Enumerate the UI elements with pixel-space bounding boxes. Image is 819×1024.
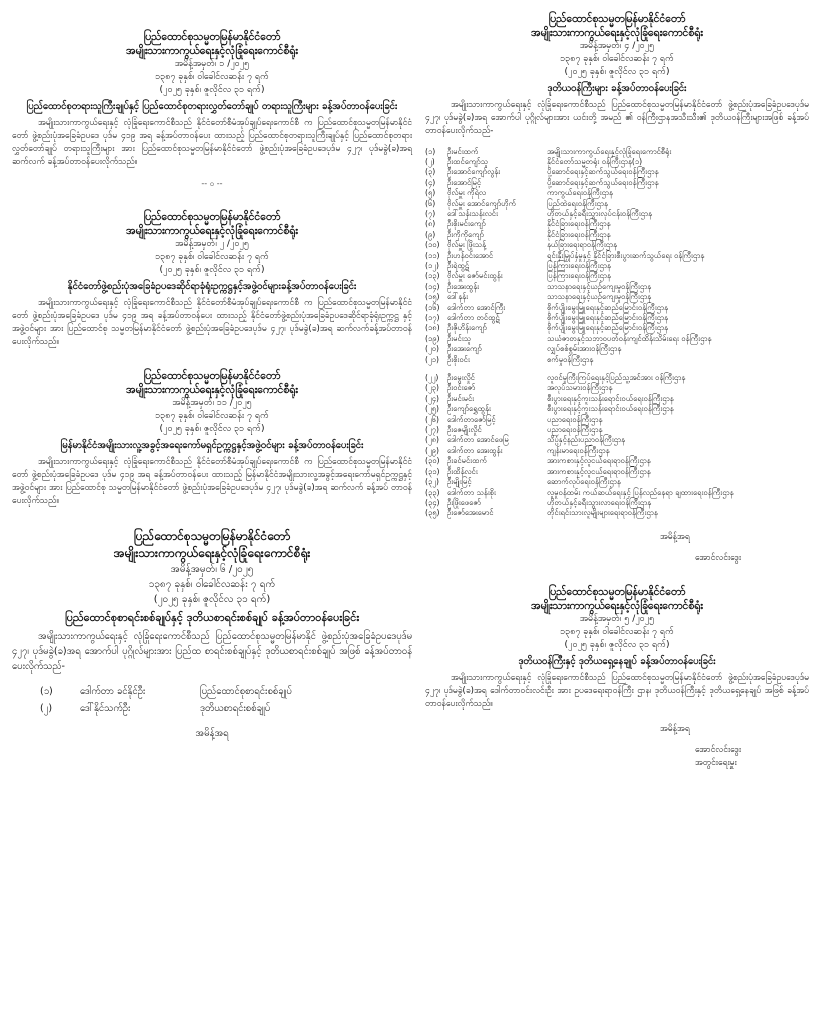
- item-number: (၁၄): [425, 281, 440, 291]
- appointee-position: ပြည်ထောင်စုစာရင်းစစ်ချုပ်: [200, 686, 292, 697]
- item-number: (၈): [425, 219, 436, 229]
- order-4-notice: [425, 12, 809, 565]
- appointee-name: ဗိုလ်မှူး ဖြိုးသန့်: [447, 240, 486, 250]
- item-number: (၃၅): [425, 508, 440, 518]
- appointee-name: ဦးကိုကိုကျော်: [447, 229, 484, 239]
- order-number: အမိန့်အမှတ်၊ ၄ /၂၀၂၅: [579, 41, 655, 51]
- appointee-list: [425, 147, 809, 519]
- header-office: အမျိုးသားကာကွယ်ရေးနှင့်လုံခြုံရေးကောင်စီရုံး: [126, 224, 298, 237]
- order-subject: ပြည်ထောင်စုစာရင်းစစ်ချုပ်နှင့် ဒုတိယစာရင်းစစ်ချုပ် ခန့်အပ်တာဝန်ပေးခြင်း: [64, 610, 360, 624]
- order-date-myanmar: ၁၃၈၇ ခုနှစ်၊ ဝါခေါင်လဆန်း ၇ ရက်: [155, 72, 269, 82]
- appointee-name: ဒေါ်သန်းသန်းလင်း: [447, 208, 498, 218]
- signature-by-order: အမိန့်အရ: [660, 723, 690, 734]
- item-number: (၂၈): [425, 435, 439, 445]
- list-item: [425, 373, 809, 383]
- appointee-position: အားကစားနှင့်လူငယ်ရေးရာဝန်ကြီးဌာန: [547, 466, 651, 476]
- list-item: [425, 147, 809, 157]
- item-number: (၂၀): [425, 344, 439, 354]
- left-column: [12, 30, 412, 761]
- order-body: အမျိုးသားကာကွယ်ရေးနှင့် လုံခြုံရေးကောင်စီသည် ပြည်ထောင်စုသမ္မတမြန်မာနိုင်ငံတော် ဖွဲ့စည်းပုံအခြေခံဥပဒေပုဒ်မ ၄၂၇၊ ပုဒ်မခွဲ(ခ)အရ ဒေါက်တာဝင်းလင်းဦး အား ဥပဒေရေးရာဝန်ကြီး ဌာန၊ ဒုတိယဝန်ကြီးနှင့် ဒုတိယရှေ့နေချုပ် အဖြစ် ခန့်အပ်တာဝန်ပေးလိုက်သည်။: [425, 672, 809, 709]
- list-item: [425, 435, 809, 445]
- appointee-name: ဒေါက်တာ တင်ထွဋ်: [447, 313, 500, 322]
- appointee-name: ဦးဟန်ဝင်းအောင်: [447, 250, 494, 260]
- appointee-name: ဦးထိန်လင်း: [447, 466, 478, 476]
- list-item: [425, 344, 809, 354]
- appointee-name: ဦးမျိုးမြင့်: [447, 477, 472, 487]
- appointee-position: လူဝင်မှုကြီးကြပ်ရေးနှင့်ပြည်သူ့အင်အား ဝန်ကြီးဌာန: [547, 373, 686, 383]
- appointee-name: ဦးဇေမျိုးလှိုင်: [447, 425, 482, 435]
- list-gap: [425, 365, 809, 373]
- item-number: (၂၁): [425, 354, 439, 364]
- order-subject: ပြည်ထောင်စုတရားသူကြီးချုပ်နှင့် ပြည်ထောင်စုတရားလွှတ်တော်ချုပ် တရားသူကြီးများ ခန့်အပ်တာဝန်ပေးခြင်း: [26, 101, 398, 112]
- right-column: [425, 12, 809, 790]
- header-country: ပြည်ထောင်စုသမ္မတမြန်မာနိုင်ငံတော်: [143, 210, 281, 223]
- appointee-position: ပညာရေးဝန်ကြီးဌာန: [547, 425, 603, 435]
- order-body: အမျိုးသားကာကွယ်ရေးနှင့် လုံခြုံရေးကောင်စီသည် ပြည်ထောင်စုသမ္မတမြန်မာနိုင်ငံတော် ဖွဲ့စည်းပုံအခြေခံဥပဒေပုဒ်မ ၄၂၇၊ ပုဒ်မခွဲ(ခ)အရ အောက်ပါ ပုဂ္ဂိုလ်များအား ယင်းတို့ အမည် ၏ ဝန်ကြီးဌာနအသီးသီး၏ ဒုတိယဝန်ကြီးများအဖြစ် ခန့်အပ်တာဝန်ပေးလိုက်သည်-: [425, 100, 809, 136]
- list-item: [425, 383, 809, 393]
- appointee-position: သယံဇာတနှင့်သဘာဝပတ်ဝန်းကျင်ထိန်းသိမ်းရေး ဝန်ကြီးဌာန: [547, 333, 712, 343]
- order-5-notice: [425, 585, 809, 770]
- appointee-position: လူမှုဝန်ထမ်း ကယ်ဆယ်ရေးနှင့် ပြန်လည်နေရာ ချထားရေးဝန်ကြီးဌာန: [547, 487, 734, 497]
- appointee-name: ဦးထင်ကျော်သူ: [447, 156, 488, 166]
- appointee-name: ဦးအေးကျော်: [447, 344, 482, 354]
- item-number: (၆): [425, 198, 436, 208]
- order-body: အမျိုးသားကာကွယ်ရေးနှင့် လုံခြုံရေးကောင်စီသည် ပြည်ထောင်စုသမ္မတမြန်မာနိုင် ဖွဲ့စည်းပုံအခြေခံဥပဒေပုဒ်မ ၄၂၇၊ ပုဒ်မခွဲ(ခ)အရ အောက်ပါ ပုဂ္ဂိုလ်များအား ပြည်ထ စာရင်းစစ်ချုပ်နှင့် ဒုတိယစာရင်းစစ်ချုပ် အဖြစ် ခန့်အပ်တာဝန်ပေးလိုက်သည်-: [12, 630, 412, 672]
- appointee-position: အားကစားနှင့်လူငယ်ရေးရာဝန်ကြီးဌာန: [547, 456, 651, 466]
- appointee-position: ပို့ဆောင်ရေးနှင့်ဆက်သွယ်ရေးဝန်ကြီးဌာန: [547, 177, 659, 187]
- order-number: အမိန့်အမှတ်၊ ၅ /၂၀၂၅: [579, 613, 655, 624]
- list-item: [425, 334, 809, 344]
- item-number: (၅): [425, 188, 436, 198]
- header-country: ပြည်ထောင်စုသမ္မတမြန်မာနိုင်ငံတော်: [143, 369, 281, 382]
- list-item: [425, 261, 809, 271]
- appointee-position: ပြည်ထဲရေးဝန်ကြီးဌာန: [547, 198, 608, 208]
- item-number: (၂၆): [425, 414, 439, 424]
- appointee-name: ဦးဝင်းဇော်: [447, 383, 476, 393]
- appointee-position: ဒုတိယစာရင်းစစ်ချုပ်: [200, 703, 271, 714]
- appointee-name: ဦးကျော်ရွှေထွန်း: [447, 404, 491, 414]
- item-number: (၃၄): [425, 497, 440, 507]
- order-number: အမိန့်အမှတ်၊ ၂ /၂၀၂၅: [175, 238, 249, 249]
- order-date-gregorian: (၂၀၂၅ ခုနှစ်၊ ဇူလိုင်လ ၃၁ ရက်): [159, 85, 265, 95]
- order-date-myanmar: ၁၃၈၇ ခုနှစ်၊ ဝါခေါင်လဆန်း ၇ ရက်: [155, 410, 269, 421]
- order-date-gregorian: (၂၀၂၅ ခုနှစ်၊ ဇူလိုင်လ ၃၁ ရက်): [159, 423, 265, 434]
- order-date-myanmar: ၁၃၈၇ ခုနှစ်၊ ဝါခေါင်လဆန်း ၇ ရက်: [148, 578, 276, 590]
- order-1-notice: [12, 30, 412, 190]
- list-item: [425, 415, 809, 425]
- appointee-position: သိပ္ပံနှင့်နည်းပညာဝန်ကြီးဌာန: [547, 435, 625, 445]
- order-date-gregorian: (၂၀၂၅ ခုနှစ်၊ ဇူလိုင်လ ၃၁ ရက်): [153, 593, 271, 605]
- order-body: အမျိုးသားကာကွယ်ရေးနှင့် လုံခြုံရေးကောင်စီသည် နိုင်ငံတော်စီမံအုပ်ချုပ်ရေးကောင်စီ က ပြည်ထောင်စုသမ္မတမြန်မာနိုင်ငံတော် ဖွဲ့စည်းပုံအခြေခံဥပဒေ ပုဒ်မ ၄၁၉ အရ ခန့်အပ်တာဝန်ပေး ထားသည့် မြန်မာနိုင်ငံအမျိုးသားလူ့အခွင့်အရေးကော်မရှင်ဥက္ကဋ္ဌနှင့် အဖွဲ့ဝင်များ အား ပြည်ထောင်စု သမ္မတမြန်မာနိုင်ငံတော် ဖွဲ့စည်းပုံအခြေခံဥပဒေပုဒ်မ ၄၂၇၊ ပုဒ်မခွဲ(ခ)အရ ဆက်လက် ခန့်အပ် တာဝန်ပေးလိုက်သည်။: [12, 456, 412, 506]
- signature-by-order: အမိန့်အရ: [660, 531, 690, 542]
- appointee-position: ဟိုတယ်နှင့်ခရီးသွားလုပ်ငန်းဝန်ကြီးဌာန: [547, 208, 652, 218]
- item-number: (၂): [40, 703, 53, 714]
- header-office: အမျိုးသားကာကွယ်ရေးနှင့်လုံခြုံရေးကောင်စီရုံး: [126, 383, 298, 396]
- appointee-position: တိုင်းရင်းသားလူမျိုးများရေးရာဝန်ကြီးဌာန: [547, 508, 658, 518]
- order-body: အမျိုးသားကာကွယ်ရေးနှင့် လုံခြုံရေးကောင်စီသည် နိုင်ငံတော်စီမံအုပ်ချုပ်ရေးကောင်စီ က ပြည်ထောင်စုသမ္မတမြန်မာနိုင်ငံတော် ဖွဲ့စည်းပုံအခြေခံဥပဒေ ပုဒ်မ ၄၁၉ အရ ခန့်အပ်တာဝန်ပေး ထားသည့် ပြည်ထောင်စုတရားသူကြီးချုပ်နှင့် ပြည်ထောင်စုတရားလွှတ်တော်ချုပ် တရားသူကြီးများ အား ပြည်ထောင်စုသမ္မတမြန်မာနိုင်ငံတော် ဖွဲ့စည်းပုံအခြေခံဥပဒေပုဒ်မ ၄၂၇၊ ပုဒ်မခွဲ(ခ)အရ ဆက်လက် ခန့်အပ်တာဝန်ပေးလိုက်သည်။: [12, 118, 412, 167]
- appointee-name: ဒေါက်တာ အောင်ဖေမြ: [447, 435, 509, 445]
- appointee-name: ဦးဇော်အေးမောင်: [447, 508, 494, 518]
- appointee-list: [12, 683, 412, 717]
- appointee-position: နယ်ခြားရေးရာဝန်ကြီးဌာန: [547, 240, 617, 250]
- list-item: [425, 355, 809, 365]
- header-country: ပြည်ထောင်စုသမ္မတမြန်မာနိုင်ငံတော်: [548, 13, 686, 25]
- list-item: [425, 188, 809, 198]
- signature-by-order: အမိန့်အရ: [195, 728, 229, 739]
- item-number: (၄): [425, 177, 436, 187]
- appointee-name: ဒေါ်နိုင်သက်ဦး: [80, 703, 131, 714]
- item-number: (၂၇): [425, 425, 439, 435]
- order-6-notice: [12, 528, 412, 742]
- order-date-gregorian: (၂၀၂၅ ခုနှစ်၊ ဇူလိုင်လ ၃၁ ရက်): [564, 639, 670, 650]
- list-item: [425, 508, 809, 518]
- list-item: [425, 282, 809, 292]
- appointee-name: ဦးမင်းမင်း: [447, 393, 475, 403]
- list-item: [425, 157, 809, 167]
- appointee-position: ပြန်ကြားရေးဝန်ကြီးဌာန: [547, 271, 611, 281]
- order-date-myanmar: ၁၃၈၇ ခုနှစ်၊ ဝါခေါင်လဆန်း ၇ ရက်: [155, 251, 269, 262]
- order-date-gregorian: (၂၀၂၅ ခုနှစ်၊ ဇူလိုင်လ ၃၁ ရက်): [564, 67, 670, 77]
- list-item: [425, 394, 809, 404]
- appointee-position: နိုင်ငံခြားရေးဝန်ကြီးဌာန: [547, 229, 611, 239]
- signer-name: အောင်လင်းဒွေး: [695, 552, 742, 563]
- appointee-position: ပြန်ကြားရေးဝန်ကြီးဌာန: [547, 260, 611, 270]
- item-number: (၁၁): [425, 250, 440, 260]
- item-number: (၁၉): [425, 333, 440, 343]
- order-subject: မြန်မာနိုင်ငံအမျိုးသားလူ့အခွင့်အရေးကော်မရှင်ဥက္ကဋ္ဌနှင့်အဖွဲ့ဝင်များ ခန့်အပ်တာဝန်ပေးခြင်း: [60, 439, 364, 451]
- list-item: [425, 271, 809, 281]
- list-item: [40, 700, 412, 717]
- list-item: [425, 292, 809, 302]
- appointee-position: စိုက်ပျိုးမွေးမြူရေးနှင့်ဆည်မြောင်းဝန်ကြီးဌာန: [547, 302, 668, 312]
- list-item: [425, 446, 809, 456]
- appointee-position: စီးပွားရေးနှင့်ကူးသန်းရောင်းဝယ်ရေးဝန်ကြီးဌာန: [547, 393, 674, 403]
- header-office: အမျိုးသားကာကွယ်ရေးနှင့်လုံခြုံရေးကောင်စီရုံး: [531, 599, 703, 612]
- signature-block: [425, 531, 809, 565]
- appointee-name: ဒေါက်တာ ခင်နိုင်ဦး: [80, 686, 146, 697]
- appointee-position: စက်မှုဝန်ကြီးဌာန: [547, 354, 594, 364]
- header-country: ပြည်ထောင်စုသမ္မတမြန်မာနိုင်ငံတော်: [133, 528, 291, 543]
- item-number: (၁၆): [425, 302, 440, 312]
- order-11-notice: [12, 369, 412, 508]
- item-number: (၁၅): [425, 292, 440, 302]
- appointee-name: ဦးရဲထွဋ်: [447, 260, 470, 270]
- item-number: (၃၁): [425, 466, 440, 476]
- item-number: (၃၃): [425, 487, 440, 497]
- order-subject: ဒုတိယဝန်ကြီးများ ခန့်အပ်တာဝန်ပေးခြင်း: [547, 83, 687, 94]
- appointee-position: နိုင်ငံခြားရေးဝန်ကြီးဌာန: [547, 219, 611, 229]
- item-number: (၁): [40, 686, 53, 697]
- item-number: (၃): [425, 167, 436, 177]
- order-date-gregorian: (၂၀၂၅ ခုနှစ်၊ ဇူလိုင်လ ၃၁ ရက်): [159, 264, 265, 275]
- appointee-name: ဒေါက်တာ အောင်ကြီး: [447, 302, 506, 312]
- order-subject: နိုင်ငံတော်ဖွဲ့စည်းပုံအခြေခံဥပဒေဆိုင်ရာခုံရုံးဥက္ကဋ္ဌနှင့်အဖွဲ့ဝင်များခန့်အပ်တာဝန်ပေးခြင်း: [67, 280, 357, 292]
- list-item: [425, 199, 809, 209]
- list-item: [425, 178, 809, 188]
- appointee-position: စိုက်ပျိုးမွေးမြူရေးနှင့်ဆည်မြောင်းဝန်ကြီးဌာန: [547, 323, 668, 333]
- item-number: (၂၃): [425, 383, 439, 393]
- appointee-position: ရင်းနှီးမြှုပ်နှံမှုနှင့် နိုင်ငံခြားစီးပွားဆက်သွယ်ရေး ဝန်ကြီးဌာန: [547, 250, 705, 260]
- header-country: ပြည်ထောင်စုသမ္မတမြန်မာနိုင်ငံတော်: [143, 31, 281, 43]
- appointee-name: ဦးမွေးလှိုင်: [447, 373, 475, 383]
- appointee-position: ကာကွယ်ရေးဝန်ကြီးဌာန: [547, 188, 613, 198]
- item-number: (၉): [425, 229, 436, 239]
- item-number: (၁၂): [425, 260, 439, 270]
- appointee-name: ဦးအေးထွန်း: [447, 281, 480, 291]
- item-number: (၁၇): [425, 313, 440, 322]
- item-number: (၇): [425, 208, 436, 218]
- item-number: (၁၈): [425, 323, 440, 333]
- item-number: (၂၂): [425, 373, 439, 383]
- appointee-position: ပို့ဆောင်ရေးနှင့်ဆက်သွယ်ရေးဝန်ကြီးဌာန: [547, 167, 659, 177]
- item-number: (၂၅): [425, 404, 439, 414]
- appointee-name: ဒေါ်နန်း: [447, 292, 469, 302]
- appointee-name: ဦးဇိုဟိန်းကျော်: [447, 323, 487, 333]
- appointee-position: နိုင်ငံတော်သမ္မတရုံး ဝန်ကြီးဌာန(၁): [547, 156, 643, 166]
- appointee-position: ဆောက်လုပ်ရေးဝန်ကြီးဌာန: [547, 477, 621, 487]
- order-2-notice: [12, 210, 412, 349]
- item-number: (၁၀): [425, 240, 440, 250]
- list-item: [425, 456, 809, 466]
- item-number: (၂): [425, 156, 435, 166]
- appointee-name: ဦးအောင်ကျော်လွန်း: [447, 167, 501, 177]
- list-item: [425, 230, 809, 240]
- appointee-position: စီးပွားရေးနှင့်ကူးသန်းရောင်းဝယ်ရေးဝန်ကြီးဌာန: [547, 404, 674, 414]
- appointee-position: ပညာရေးဝန်ကြီးဌာန: [547, 414, 603, 424]
- section-separator: -- ၀ --: [201, 178, 223, 188]
- item-number: (၂၄): [425, 393, 439, 403]
- list-item: [425, 240, 809, 250]
- order-number: အမိန့်အမှတ်၊ ၆ /၂၀၂၅: [170, 563, 254, 575]
- item-number: (၃၂): [425, 477, 439, 487]
- list-item: [425, 313, 809, 323]
- order-subject: ဒုတိယဝန်ကြီးနှင့် ဒုတိယရှေ့နေချုပ် ခန့်အပ်တာဝန်ပေးခြင်း: [518, 655, 716, 667]
- signer-title: အတွင်းရေးမှူး: [695, 757, 737, 768]
- appointee-name: ဒေါက်တာဇော်မြင့်: [447, 414, 496, 424]
- appointee-name: ဗိုလ်မှူး ကိုရဲလ: [447, 188, 487, 198]
- appointee-position: ဟိုတယ်နှင့်ခရီးသွားလာရေးဝန်ကြီးဌာန: [547, 497, 652, 507]
- appointee-position: ကျန်းမာရေးဝန်ကြီးဌာန: [547, 445, 610, 455]
- appointee-name: ဦးဖြိုးဖေဇော်: [447, 497, 481, 507]
- order-date-myanmar: ၁၃၈၇ ခုနှစ်၊ ဝါခေါင်လဆန်း ၇ ရက်: [560, 626, 674, 637]
- appointee-name: ဦးစိုးဝင်း: [447, 354, 470, 364]
- appointee-position: သာသနာရေးနှင့်ယဉ်ကျေးမှုဝန်ကြီးဌာန: [547, 281, 652, 291]
- list-item: [425, 323, 809, 333]
- list-item: [425, 219, 809, 229]
- header-office: အမျိုးသားကာကွယ်ရေးနှင့်လုံခြုံရေးကောင်စီရုံး: [126, 45, 298, 57]
- list-item: [425, 209, 809, 219]
- header-office: အမျိုးသားကာကွယ်ရေးနှင့်လုံခြုံရေးကောင်စီရုံး: [531, 27, 703, 39]
- list-item: [40, 683, 412, 700]
- list-item: [425, 303, 809, 313]
- list-item: [425, 404, 809, 414]
- item-number: (၁၃): [425, 271, 440, 281]
- list-item: [425, 477, 809, 487]
- appointee-name: ဦးမင်းသူ: [447, 333, 471, 343]
- order-body: အမျိုးသားကာကွယ်ရေးနှင့် လုံခြုံရေးကောင်စီသည် နိုင်ငံတော်စီမံအုပ်ချုပ်ရေးကောင်စီ က ပြည်ထောင်စုသမ္မတမြန်မာနိုင်ငံတော် ဖွဲ့စည်းပုံအခြေခံဥပဒေ ပုဒ်မ ၄၁၉ အရ ခန့်အပ်တာဝန်ပေး ထားသည့် နိုင်ငံတော်ဖွဲ့စည်းပုံအခြေခံဥပဒေဆိုင်ရာခုံရုံးဥက္ကဋ္ဌ နှင့် အဖွဲ့ဝင်များ အား ပြည်ထောင်စု သမ္မတမြန်မာနိုင်ငံတော် ဖွဲ့စည်းပုံအခြေခံဥပဒေပုဒ်မ ၄၂၇၊ ပုဒ်မခွဲ(ခ)အရ ဆက်လက်ခန့်အပ်တာဝန် ပေးလိုက်သည်။: [12, 297, 412, 347]
- appointee-name: ဦးမင်းထက်: [447, 146, 479, 156]
- list-item: [425, 251, 809, 261]
- order-number: အမိန့်အမှတ်၊ ၁ /၂၀၂၅: [174, 59, 250, 69]
- appointee-name: ဦးခင်မင်းထက်: [447, 456, 487, 466]
- list-item: [425, 488, 809, 498]
- appointee-position: အမျိုးသားကာကွယ်ရေးနှင့်လုံခြုံရေးကောင်စီရုံး: [547, 146, 672, 156]
- item-number: (၂၉): [425, 445, 439, 455]
- list-item: [425, 167, 809, 177]
- order-date-myanmar: ၁၃၈၇ ခုနှစ်၊ ဝါခေါင်လဆန်း ၇ ရက်: [560, 54, 674, 64]
- appointee-position: အလုပ်သမားဝန်ကြီးဌာန: [547, 383, 613, 393]
- appointee-name: ဦးစိုးမင်းကျော်: [447, 219, 486, 229]
- appointee-position: စိုက်ပျိုးမွေးမြူရေးနှင့်ဆည်မြောင်းဝန်ကြီးဌာန: [547, 313, 668, 322]
- list-item: [425, 498, 809, 508]
- list-item: [425, 425, 809, 435]
- item-number: (၃၀): [425, 456, 440, 466]
- signer-name: အောင်လင်းဒွေး: [695, 744, 742, 755]
- appointee-position: သာသနာရေးနှင့်ယဉ်ကျေးမှုဝန်ကြီးဌာန: [547, 292, 652, 302]
- appointee-name: ဗိုလ်မှူး ဇော်မင်းထွန်း: [447, 271, 503, 281]
- appointee-name: ဦးအောင်မြင့်: [447, 177, 482, 187]
- list-item: [425, 467, 809, 477]
- appointee-name: ဒေါက်တာ သန်းစိုး: [447, 487, 496, 497]
- appointee-name: ဗိုလ်မှူး အောင်ကျော်ဟိုက်: [447, 198, 517, 208]
- order-number: အမိန့်အမှတ်၊ ၁၁ /၂၀၂၅: [172, 397, 252, 408]
- item-number: (၁): [425, 146, 436, 156]
- header-office: အမျိုးသားကာကွယ်ရေးနှင့်လုံခြုံရေးကောင်စီရုံး: [113, 545, 311, 560]
- appointee-position: လျှပ်စစ်စွမ်းအားဝန်ကြီးဌာန: [547, 344, 622, 354]
- appointee-name: ဒေါက်တာ အေးထွန်း: [447, 445, 503, 455]
- header-country: ပြည်ထောင်စုသမ္မတမြန်မာနိုင်ငံတော်: [548, 585, 686, 598]
- signature-block: [425, 723, 809, 770]
